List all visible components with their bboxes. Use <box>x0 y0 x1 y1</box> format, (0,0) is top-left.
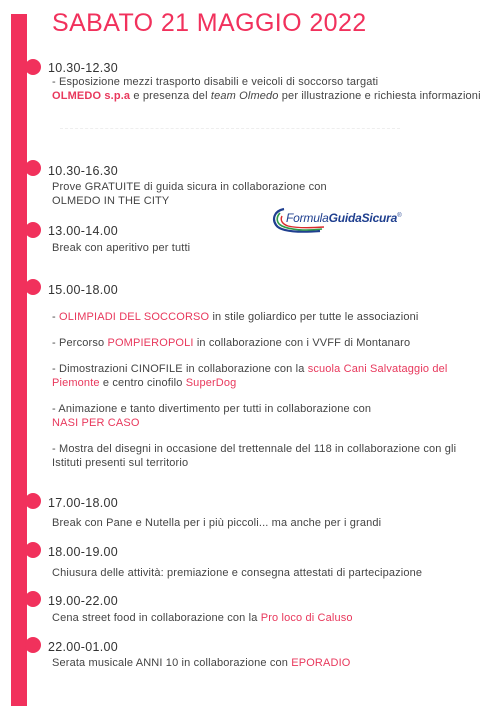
event-time: 19.00-22.00 <box>48 594 119 608</box>
event-time: 18.00-19.00 <box>48 545 119 559</box>
event-time: 10.30-16.30 <box>48 164 119 178</box>
event-text: e presenza del <box>130 89 211 102</box>
timeline-dot <box>25 493 41 509</box>
timeline-dot <box>25 59 41 75</box>
event-highlight: POMPIEROPOLI <box>107 337 194 349</box>
logo-text <box>286 211 401 225</box>
event-description: Chiusura delle attività: premiazione e consegna attestati di partecipazione <box>52 567 423 579</box>
logo-mark: ® <box>397 213 402 219</box>
event-time: 10.30-12.30 <box>48 61 119 75</box>
team-name: team Olmedo <box>210 89 279 102</box>
event-text: - <box>52 311 60 323</box>
event-text: in collaborazione con i VVFF di Montanaro <box>193 337 411 349</box>
event-text: per illustrazione e richiesta informazioni <box>278 89 481 102</box>
event-text: e centro cinofilo <box>99 376 186 389</box>
event-text: - Animazione e tanto divertimento per tutti in collaborazione con <box>52 403 372 415</box>
event-item <box>52 337 482 351</box>
timeline-dot <box>25 279 41 295</box>
timeline-dot <box>25 222 41 238</box>
event-text: - Dimostrazioni CINOFILE in collaborazione con la <box>52 363 308 375</box>
event-description: Prove GRATUITE di guida sicura in collaborazione con OLMEDO IN THE CITY <box>52 181 327 207</box>
event-description <box>52 657 482 671</box>
event-description: Break con Pane e Nutella per i più piccoli... ma anche per i grandi <box>52 517 382 529</box>
event-time: 22.00-01.00 <box>48 640 119 654</box>
event-item <box>52 363 482 390</box>
timeline-bar <box>11 14 27 706</box>
logo-text-guidasicura: GuidaSicura <box>328 211 398 225</box>
timeline-dot <box>25 591 41 607</box>
event-highlight: EPORADIO <box>291 657 351 669</box>
event-item <box>52 403 482 430</box>
event-text: - Percorso <box>52 337 108 349</box>
event-line <box>52 90 482 104</box>
divider <box>60 128 400 129</box>
logo-text-formula: Formula <box>286 211 329 225</box>
event-description: Break con aperitivo per tutti <box>52 242 191 254</box>
timeline-dot <box>25 160 41 176</box>
event-text: in stile goliardico per tutte le associazioni <box>209 311 419 323</box>
event-item <box>52 311 482 325</box>
event-highlight: OLIMPIADI DEL SOCCORSO <box>59 311 210 323</box>
timeline-dot <box>25 542 41 558</box>
event-highlight: Pro loco di Caluso <box>260 612 353 624</box>
event-highlight: NASI PER CASO <box>52 416 140 429</box>
event-item: - Mostra del disegni in occasione del trettennale del 118 in collaborazione con gli Istituti presenti sul territorio <box>52 443 457 469</box>
event-line: - Esposizione mezzi trasporto disabili e veicoli di soccorso targati <box>52 76 379 88</box>
org-name: OLMEDO s.p.a <box>52 89 131 102</box>
event-description <box>52 612 482 626</box>
event-time: 17.00-18.00 <box>48 496 119 510</box>
event-highlight: scuola Cani Salvataggio del Piemonte <box>52 363 448 389</box>
event-text: Serata musicale ANNI 10 in collaborazione con <box>52 657 292 669</box>
event-time: 13.00-14.00 <box>48 224 119 238</box>
event-highlight: SuperDog <box>185 376 237 389</box>
event-description <box>52 76 482 103</box>
timeline-dot <box>25 637 41 653</box>
page-title: SABATO 21 MAGGIO 2022 <box>52 9 367 37</box>
event-time: 15.00-18.00 <box>48 283 119 297</box>
formula-guida-sicura-logo <box>270 205 410 235</box>
event-text: Cena street food in collaborazione con la <box>52 612 261 624</box>
